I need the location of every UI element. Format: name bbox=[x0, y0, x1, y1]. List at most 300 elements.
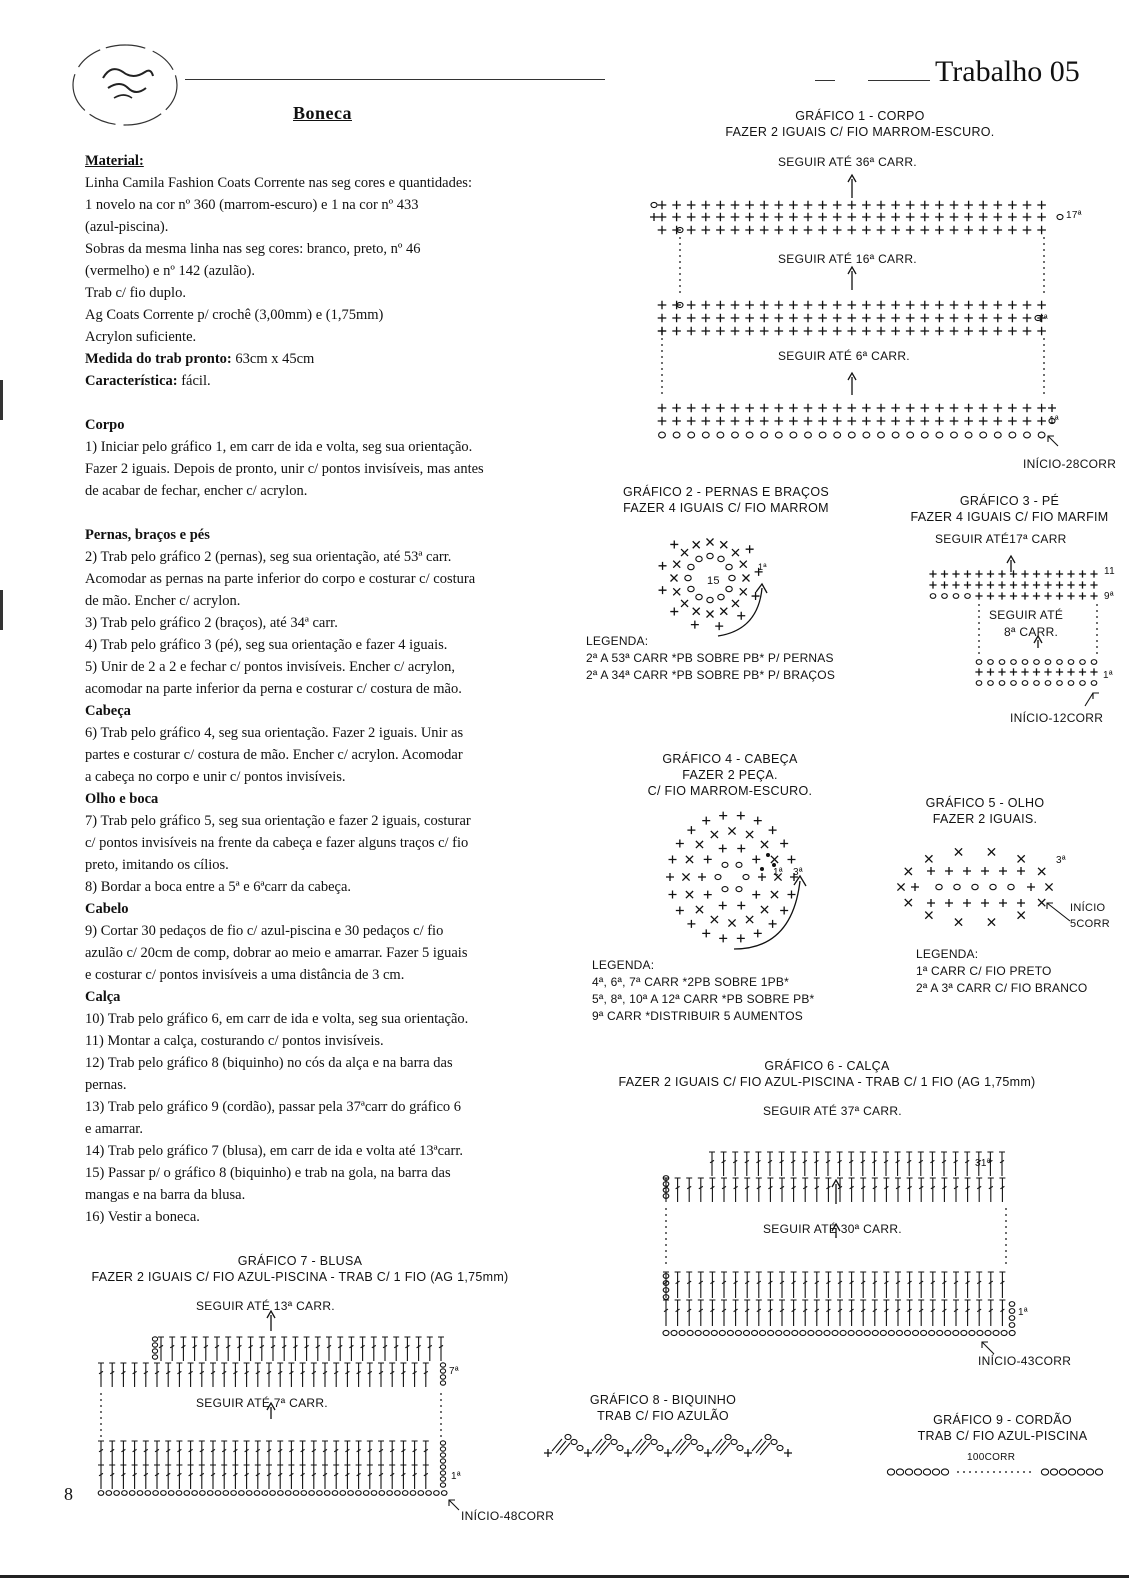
g4-subtitle-2: C/ FIO MARROM-ESCURO. bbox=[647, 784, 813, 798]
double-crochet-symbol bbox=[333, 1465, 339, 1489]
single-crochet-symbol bbox=[804, 213, 813, 222]
chain-symbol bbox=[872, 1330, 878, 1335]
g3-follow-mid-2: 8ª CARR. bbox=[1004, 625, 1059, 639]
double-crochet-symbol bbox=[412, 1465, 418, 1489]
chain-symbol bbox=[1057, 681, 1063, 686]
single-crochet-symbol bbox=[584, 1449, 592, 1457]
single-crochet-symbol bbox=[681, 549, 688, 556]
double-crochet-symbol bbox=[143, 1363, 149, 1387]
chain-symbol bbox=[941, 1469, 948, 1475]
chain-symbol bbox=[921, 1330, 927, 1335]
single-crochet-symbol bbox=[848, 201, 857, 210]
single-crochet-symbol bbox=[624, 1449, 632, 1457]
single-crochet-symbol bbox=[673, 561, 680, 568]
double-crochet-symbol bbox=[300, 1363, 306, 1387]
chain-symbol bbox=[905, 1330, 911, 1335]
single-crochet-symbol bbox=[731, 417, 740, 426]
single-crochet-symbol bbox=[950, 327, 959, 336]
double-crochet-symbol bbox=[965, 1272, 971, 1298]
chain-symbol bbox=[176, 1491, 182, 1496]
single-crochet-symbol bbox=[818, 327, 827, 336]
double-crochet-symbol bbox=[791, 1178, 797, 1202]
double-crochet-symbol bbox=[165, 1465, 171, 1489]
single-crochet-symbol bbox=[979, 404, 988, 413]
single-crochet-symbol bbox=[704, 855, 712, 863]
single-crochet-symbol bbox=[935, 226, 944, 235]
single-crochet-symbol bbox=[1017, 899, 1025, 907]
single-crochet-symbol bbox=[687, 201, 696, 210]
g7-start-label: INÍCIO-48CORR bbox=[461, 1509, 555, 1523]
chain-symbol bbox=[921, 432, 928, 438]
double-crochet-symbol bbox=[709, 1178, 715, 1202]
double-crochet-symbol bbox=[953, 1300, 959, 1326]
single-crochet-symbol bbox=[1037, 301, 1046, 310]
double-crochet-symbol bbox=[389, 1441, 395, 1465]
g1-row-7: 7ª bbox=[1038, 314, 1048, 325]
single-crochet-symbol bbox=[716, 213, 725, 222]
chain-symbol bbox=[765, 1434, 771, 1439]
instructions-column bbox=[85, 150, 585, 1228]
single-crochet-symbol bbox=[921, 226, 930, 235]
chain-symbol bbox=[969, 1330, 975, 1335]
single-crochet-symbol bbox=[998, 581, 1005, 588]
single-crochet-symbol bbox=[906, 201, 915, 210]
double-crochet-symbol bbox=[109, 1465, 115, 1489]
single-crochet-symbol bbox=[707, 539, 714, 546]
single-crochet-symbol bbox=[975, 592, 982, 599]
single-crochet-symbol bbox=[789, 417, 798, 426]
double-crochet-symbol bbox=[244, 1363, 250, 1387]
chain-symbol bbox=[137, 1491, 143, 1496]
double-crochet-symbol bbox=[929, 1152, 935, 1176]
single-crochet-symbol bbox=[862, 314, 871, 323]
single-crochet-symbol bbox=[760, 314, 769, 323]
chain-symbol bbox=[98, 1491, 104, 1496]
single-crochet-symbol bbox=[1038, 868, 1045, 875]
single-crochet-symbol bbox=[941, 570, 948, 577]
double-crochet-symbol bbox=[907, 1272, 913, 1298]
chain-symbol bbox=[663, 1330, 669, 1335]
single-crochet-symbol bbox=[999, 867, 1007, 875]
single-crochet-symbol bbox=[682, 873, 689, 880]
single-crochet-symbol bbox=[952, 581, 959, 588]
double-crochet-symbol bbox=[371, 1337, 377, 1361]
chain-symbol bbox=[270, 1491, 276, 1496]
double-crochet-symbol bbox=[326, 1337, 332, 1361]
start-pointer-arrow-icon bbox=[982, 1342, 994, 1354]
chain-symbol bbox=[954, 884, 960, 889]
chain-symbol bbox=[896, 1469, 903, 1475]
chain-symbol bbox=[645, 1434, 651, 1439]
chain-symbol bbox=[1009, 1323, 1015, 1328]
single-crochet-symbol bbox=[740, 588, 747, 595]
section-line: partes e costurar c/ costura de mão. Encher c/ acrylon. Acomodar bbox=[85, 747, 463, 763]
double-crochet-symbol bbox=[999, 1300, 1005, 1326]
single-crochet-symbol bbox=[1023, 213, 1032, 222]
double-crochet-symbol bbox=[337, 1337, 343, 1361]
g6-row-31: 31ª bbox=[975, 1158, 991, 1169]
chain-symbol bbox=[215, 1491, 221, 1496]
chain-symbol bbox=[410, 1491, 416, 1496]
single-crochet-symbol bbox=[905, 868, 912, 875]
single-crochet-symbol bbox=[862, 226, 871, 235]
material-line: Trab c/ fio duplo. bbox=[85, 285, 186, 301]
double-crochet-symbol bbox=[176, 1363, 182, 1387]
double-crochet-symbol bbox=[756, 1272, 762, 1298]
g5-legend-item: 2ª A 3ª CARR C/ FIO BRANCO bbox=[916, 981, 1088, 995]
single-crochet-symbol bbox=[921, 314, 930, 323]
single-crochet-symbol bbox=[771, 891, 778, 898]
single-crochet-symbol bbox=[775, 226, 784, 235]
double-crochet-symbol bbox=[709, 1272, 715, 1298]
chain-symbol bbox=[1034, 681, 1040, 686]
chain-symbol bbox=[440, 1483, 445, 1487]
material-line: (vermelho) e nº 142 (azulão). bbox=[85, 263, 255, 279]
single-crochet-symbol bbox=[1067, 668, 1074, 675]
single-crochet-symbol bbox=[818, 201, 827, 210]
chain-symbol bbox=[936, 432, 943, 438]
double-crochet-symbol bbox=[427, 1337, 433, 1361]
single-crochet-symbol bbox=[686, 891, 693, 898]
single-crochet-symbol bbox=[1008, 226, 1017, 235]
chain-symbol bbox=[702, 432, 709, 438]
chain-symbol bbox=[1001, 1330, 1007, 1335]
single-crochet-symbol bbox=[963, 899, 971, 907]
g3-start-label: INÍCIO-12CORR bbox=[1010, 711, 1104, 725]
logo-icon bbox=[70, 40, 185, 130]
double-crochet-symbol bbox=[941, 1300, 947, 1326]
single-crochet-symbol bbox=[758, 873, 766, 881]
single-crochet-symbol bbox=[731, 213, 740, 222]
single-crochet-symbol bbox=[818, 314, 827, 323]
double-crochet-symbol bbox=[266, 1363, 272, 1387]
chain-symbol bbox=[651, 202, 657, 207]
g4-legend bbox=[592, 957, 814, 1025]
chain-symbol bbox=[951, 432, 958, 438]
single-crochet-symbol bbox=[833, 327, 842, 336]
single-crochet-symbol bbox=[1021, 581, 1028, 588]
single-crochet-symbol bbox=[669, 856, 677, 864]
single-crochet-symbol bbox=[789, 201, 798, 210]
single-crochet-symbol bbox=[1008, 327, 1017, 336]
single-crochet-symbol bbox=[670, 540, 678, 548]
double-crochet-symbol bbox=[733, 1300, 739, 1326]
single-crochet-symbol bbox=[963, 867, 971, 875]
scan-bottom-edge bbox=[0, 1575, 1129, 1578]
chain-symbol bbox=[254, 1491, 260, 1496]
single-crochet-symbol bbox=[999, 899, 1007, 907]
single-crochet-symbol bbox=[1079, 668, 1086, 675]
single-crochet-symbol bbox=[702, 301, 711, 310]
chain-symbol bbox=[673, 432, 680, 438]
single-crochet-symbol bbox=[877, 201, 886, 210]
single-crochet-symbol bbox=[732, 549, 739, 556]
single-crochet-symbol bbox=[728, 919, 735, 926]
double-crochet-symbol bbox=[266, 1465, 272, 1489]
double-crochet-symbol bbox=[849, 1300, 855, 1326]
double-crochet-symbol bbox=[871, 1152, 877, 1176]
chain-symbol bbox=[805, 432, 812, 438]
double-crochet-symbol bbox=[825, 1152, 831, 1176]
chain-symbol bbox=[440, 1369, 445, 1373]
double-crochet-symbol bbox=[802, 1152, 808, 1176]
page-number: 8 bbox=[64, 1484, 73, 1504]
single-crochet-symbol bbox=[921, 301, 930, 310]
single-crochet-symbol bbox=[1023, 417, 1032, 426]
double-crochet-symbol bbox=[686, 1300, 692, 1326]
chain-symbol bbox=[611, 1439, 617, 1444]
single-crochet-symbol bbox=[987, 668, 994, 675]
single-crochet-symbol bbox=[760, 201, 769, 210]
single-crochet-symbol bbox=[1021, 592, 1028, 599]
double-crochet-symbol bbox=[779, 1178, 785, 1202]
double-crochet-symbol bbox=[221, 1441, 227, 1465]
double-crochet-symbol bbox=[779, 1300, 785, 1326]
chain-symbol bbox=[771, 1439, 777, 1444]
chain-symbol bbox=[792, 1330, 798, 1335]
single-crochet-symbol bbox=[702, 213, 711, 222]
double-crochet-symbol bbox=[367, 1363, 373, 1387]
single-crochet-symbol bbox=[1008, 404, 1017, 413]
start-pointer-arrow-icon bbox=[1047, 903, 1070, 921]
single-crochet-symbol bbox=[696, 841, 703, 848]
single-crochet-symbol bbox=[950, 213, 959, 222]
single-crochet-symbol bbox=[666, 873, 674, 881]
double-crochet-symbol bbox=[930, 1300, 936, 1326]
single-crochet-symbol bbox=[1090, 592, 1097, 599]
double-crochet-symbol bbox=[686, 1178, 692, 1202]
chain-symbol bbox=[1009, 1330, 1015, 1335]
single-crochet-symbol bbox=[862, 201, 871, 210]
material-line: (azul-piscina). bbox=[85, 219, 169, 235]
single-crochet-symbol bbox=[988, 918, 995, 925]
single-crochet-symbol bbox=[964, 314, 973, 323]
chain-symbol bbox=[824, 1330, 830, 1335]
single-crochet-symbol bbox=[737, 812, 745, 820]
single-crochet-symbol bbox=[833, 404, 842, 413]
single-crochet-symbol bbox=[979, 213, 988, 222]
header-rule-dash bbox=[815, 80, 835, 81]
single-crochet-symbol bbox=[848, 327, 857, 336]
double-crochet-symbol bbox=[244, 1441, 250, 1465]
double-crochet-symbol bbox=[311, 1441, 317, 1465]
single-crochet-symbol bbox=[1056, 581, 1063, 588]
double-crochet-symbol bbox=[918, 1300, 924, 1326]
section-line: e costurar c/ pontos invisíveis a uma distância de 3 cm. bbox=[85, 967, 405, 983]
double-crochet-symbol bbox=[663, 1300, 669, 1326]
g1-start-label: INÍCIO-28CORR bbox=[1023, 457, 1117, 471]
g9-subtitle: TRAB C/ FIO AZUL-PISCINA bbox=[917, 1429, 1088, 1443]
chain-symbol bbox=[1008, 884, 1014, 889]
single-crochet-symbol bbox=[929, 570, 936, 577]
chain-symbol bbox=[1080, 660, 1086, 665]
single-crochet-symbol bbox=[998, 570, 1005, 577]
chain-symbol bbox=[571, 1439, 577, 1444]
double-crochet-symbol bbox=[632, 1439, 650, 1455]
chain-symbol bbox=[930, 594, 936, 599]
chain-symbol bbox=[999, 660, 1005, 665]
double-crochet-symbol bbox=[999, 1152, 1005, 1176]
g9-diagram bbox=[885, 1462, 1115, 1482]
double-crochet-symbol bbox=[756, 1300, 762, 1326]
single-crochet-symbol bbox=[979, 327, 988, 336]
single-crochet-symbol bbox=[716, 314, 725, 323]
section-line: 10) Trab pelo gráfico 6, em carr de ida e volta, seg sua orientação. bbox=[85, 1011, 469, 1027]
single-crochet-symbol bbox=[964, 301, 973, 310]
g6-start-label: INÍCIO-43CORR bbox=[978, 1354, 1072, 1368]
single-crochet-symbol bbox=[716, 226, 725, 235]
single-crochet-symbol bbox=[715, 622, 723, 630]
single-crochet-symbol bbox=[784, 1449, 792, 1457]
chain-symbol bbox=[440, 1471, 445, 1475]
chain-symbol bbox=[985, 1330, 991, 1335]
single-crochet-symbol bbox=[691, 621, 699, 629]
chain-symbol bbox=[775, 432, 782, 438]
single-crochet-symbol bbox=[702, 404, 711, 413]
chain-symbol bbox=[834, 432, 841, 438]
single-crochet-symbol bbox=[659, 562, 667, 570]
double-crochet-symbol bbox=[837, 1300, 843, 1326]
chain-symbol bbox=[1038, 432, 1045, 438]
chain-symbol bbox=[129, 1491, 135, 1496]
single-crochet-symbol bbox=[731, 314, 740, 323]
chain-symbol bbox=[440, 1441, 445, 1445]
single-crochet-symbol bbox=[1010, 592, 1017, 599]
single-crochet-symbol bbox=[745, 417, 754, 426]
chain-symbol bbox=[418, 1491, 424, 1496]
double-crochet-symbol bbox=[154, 1441, 160, 1465]
single-crochet-symbol bbox=[935, 301, 944, 310]
single-crochet-symbol bbox=[693, 541, 700, 548]
single-crochet-symbol bbox=[702, 817, 710, 825]
single-crochet-symbol bbox=[950, 404, 959, 413]
chain-symbol bbox=[152, 1355, 157, 1359]
double-crochet-symbol bbox=[232, 1363, 238, 1387]
single-crochet-symbol bbox=[848, 226, 857, 235]
double-crochet-symbol bbox=[232, 1441, 238, 1465]
chain-symbol bbox=[735, 1330, 741, 1335]
single-crochet-symbol bbox=[891, 417, 900, 426]
g1-row-1: 1ª bbox=[1049, 415, 1059, 426]
chain-symbol bbox=[1080, 681, 1086, 686]
chain-symbol bbox=[152, 1349, 157, 1353]
section-line: 5) Unir de 2 a 2 e fechar c/ pontos invisíveis. Encher c/ acrylon, bbox=[85, 659, 456, 675]
double-crochet-symbol bbox=[790, 1152, 796, 1176]
g6-follow-top: SEGUIR ATÉ 37ª CARR. bbox=[763, 1104, 902, 1118]
g7-follow-top: SEGUIR ATÉ 13ª CARR. bbox=[196, 1299, 335, 1313]
g6-follow-mid: SEGUIR ATÉ 30ª CARR. bbox=[763, 1222, 902, 1236]
single-crochet-symbol bbox=[877, 327, 886, 336]
g5-legend-item: 1ª CARR C/ FIO PRETO bbox=[916, 964, 1052, 978]
single-crochet-symbol bbox=[1044, 592, 1051, 599]
single-crochet-symbol bbox=[760, 226, 769, 235]
chain-symbol bbox=[161, 1491, 167, 1496]
chain-symbol bbox=[1059, 1469, 1066, 1475]
double-crochet-symbol bbox=[143, 1441, 149, 1465]
single-crochet-symbol bbox=[737, 902, 745, 910]
double-crochet-symbol bbox=[333, 1441, 339, 1465]
double-crochet-symbol bbox=[292, 1337, 298, 1361]
single-crochet-symbol bbox=[704, 1449, 712, 1457]
single-crochet-symbol bbox=[1010, 668, 1017, 675]
single-crochet-symbol bbox=[719, 934, 727, 942]
double-crochet-symbol bbox=[744, 1272, 750, 1298]
single-crochet-symbol bbox=[1023, 404, 1032, 413]
chain-symbol bbox=[819, 432, 826, 438]
chain-symbol bbox=[688, 586, 694, 591]
single-crochet-symbol bbox=[964, 570, 971, 577]
single-crochet-symbol bbox=[731, 201, 740, 210]
slip-stitch-symbol bbox=[766, 853, 770, 857]
double-crochet-symbol bbox=[941, 1152, 947, 1176]
single-crochet-symbol bbox=[981, 899, 989, 907]
single-crochet-symbol bbox=[955, 918, 962, 925]
single-crochet-symbol bbox=[925, 855, 932, 862]
section-line: e amarrar. bbox=[85, 1121, 143, 1137]
single-crochet-symbol bbox=[950, 201, 959, 210]
chain-symbol bbox=[1057, 660, 1063, 665]
single-crochet-symbol bbox=[921, 404, 930, 413]
double-crochet-symbol bbox=[382, 1337, 388, 1361]
single-crochet-symbol bbox=[1023, 314, 1032, 323]
chain-symbol bbox=[878, 432, 885, 438]
chain-symbol bbox=[880, 1330, 886, 1335]
single-crochet-symbol bbox=[672, 417, 681, 426]
double-crochet-symbol bbox=[918, 1272, 924, 1298]
single-crochet-symbol bbox=[1056, 592, 1063, 599]
double-crochet-symbol bbox=[814, 1178, 820, 1202]
g3-caption bbox=[890, 493, 1129, 525]
chain-symbol bbox=[184, 1491, 190, 1496]
g2-caption bbox=[596, 484, 856, 516]
single-crochet-symbol bbox=[891, 201, 900, 210]
chain-symbol bbox=[711, 1330, 717, 1335]
single-crochet-symbol bbox=[1079, 592, 1086, 599]
single-crochet-symbol bbox=[687, 327, 696, 336]
single-crochet-symbol bbox=[650, 213, 658, 221]
double-crochet-symbol bbox=[883, 1300, 889, 1326]
double-crochet-symbol bbox=[154, 1465, 160, 1489]
chain-symbol bbox=[790, 432, 797, 438]
single-crochet-symbol bbox=[1067, 570, 1074, 577]
single-crochet-symbol bbox=[1045, 883, 1052, 890]
single-crochet-symbol bbox=[1037, 201, 1046, 210]
chain-symbol bbox=[293, 1491, 299, 1496]
section-line: preto, imitando os cílios. bbox=[85, 857, 229, 873]
single-crochet-symbol bbox=[950, 226, 959, 235]
g5-diagram bbox=[905, 835, 1075, 945]
single-crochet-symbol bbox=[848, 301, 857, 310]
chain-symbol bbox=[1068, 681, 1074, 686]
g3-follow-mid-1: SEGUIR ATÉ bbox=[989, 608, 1064, 622]
single-crochet-symbol bbox=[754, 929, 762, 937]
single-crochet-symbol bbox=[789, 226, 798, 235]
double-crochet-symbol bbox=[712, 1439, 730, 1455]
g9-count: 100CORR bbox=[967, 1452, 1016, 1463]
double-crochet-symbol bbox=[210, 1441, 216, 1465]
chain-symbol bbox=[348, 1491, 354, 1496]
single-crochet-symbol bbox=[1056, 668, 1063, 675]
double-crochet-symbol bbox=[176, 1465, 182, 1489]
single-crochet-symbol bbox=[752, 592, 760, 600]
slip-stitch-symbol bbox=[760, 867, 764, 871]
chain-symbol bbox=[743, 874, 749, 879]
single-crochet-symbol bbox=[787, 856, 795, 864]
section-line: azulão c/ 20cm de comp, dobrar ao meio e amarrar. Fazer 5 iguais bbox=[85, 945, 468, 961]
single-crochet-symbol bbox=[745, 226, 754, 235]
g2-legend-item: 2ª A 53ª CARR *PB SOBRE PB* P/ PERNAS bbox=[586, 651, 834, 665]
single-crochet-symbol bbox=[687, 826, 695, 834]
